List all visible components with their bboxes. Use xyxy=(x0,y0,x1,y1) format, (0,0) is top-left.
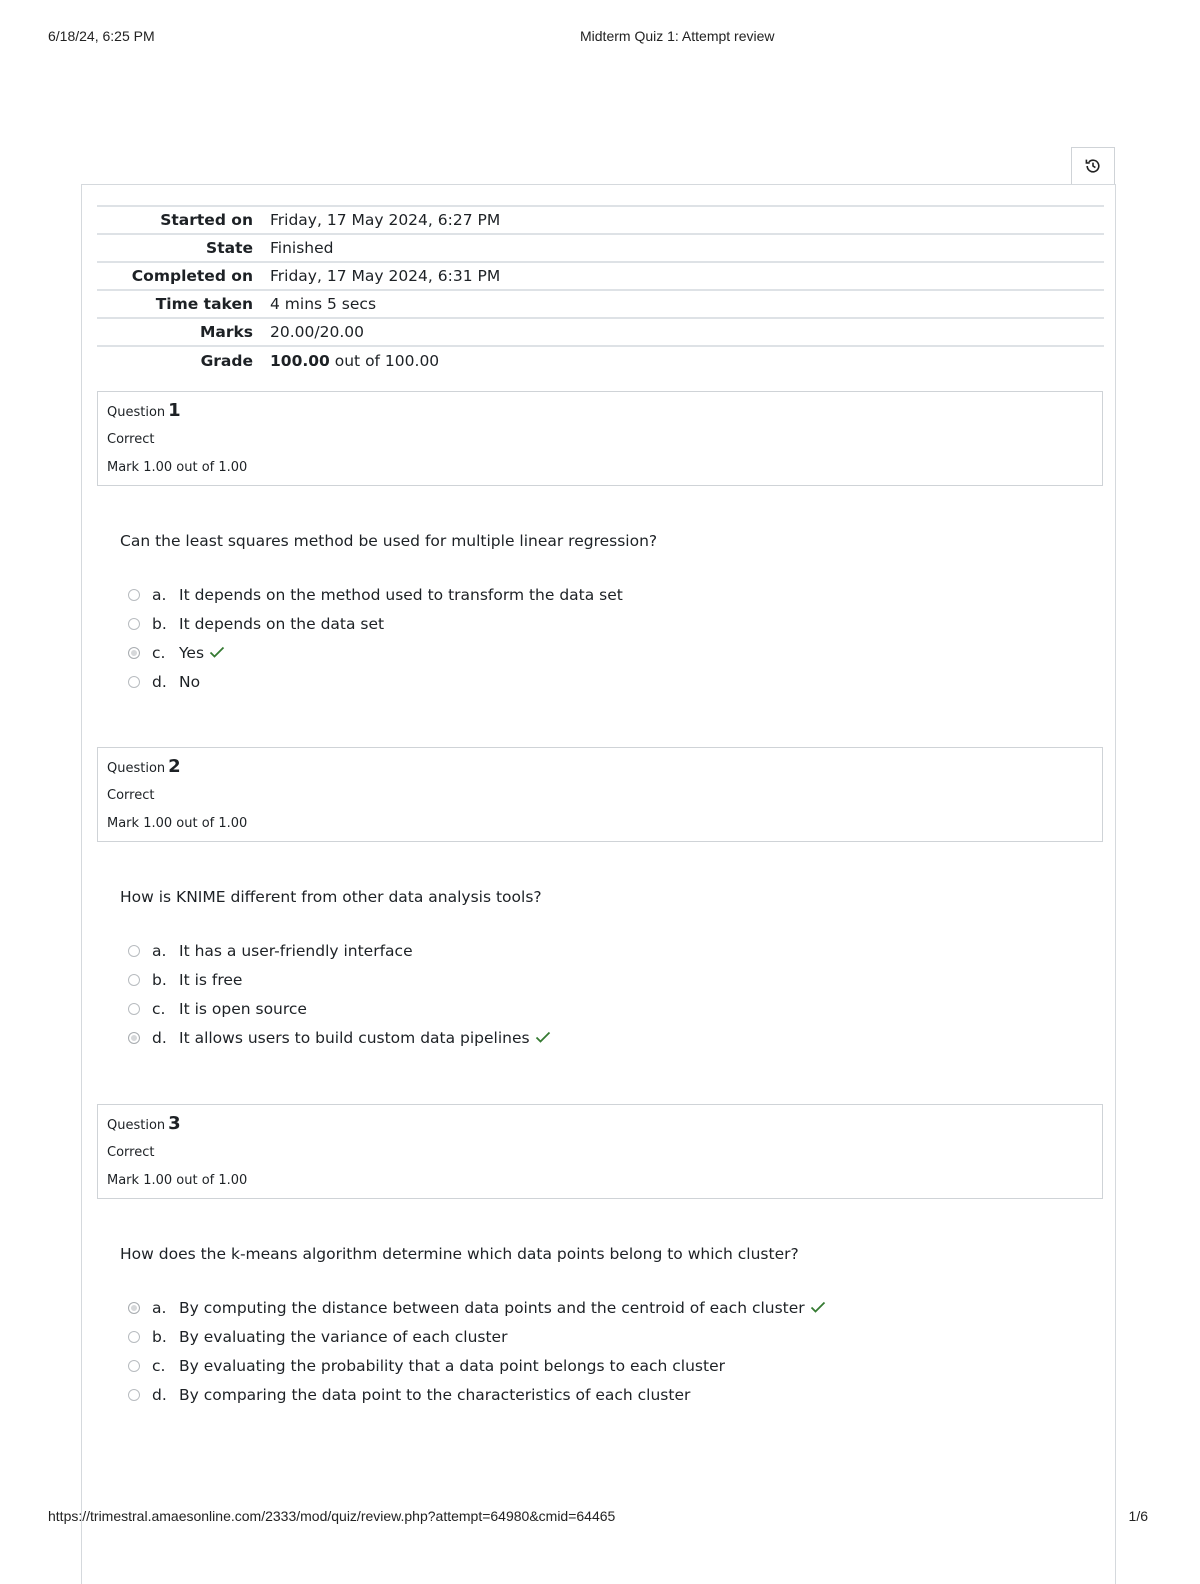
question-state: Correct xyxy=(107,1145,155,1160)
print-page-number: 1/6 xyxy=(1128,1508,1148,1524)
answer-text: It depends on the data set xyxy=(179,615,385,633)
print-footer xyxy=(0,1508,1200,1528)
answer-letter: d. xyxy=(152,1029,167,1047)
summary-row-time xyxy=(97,290,1104,318)
print-page-title: Midterm Quiz 1: Attempt review xyxy=(580,28,775,44)
started-on-label: Started on xyxy=(160,211,253,229)
history-icon xyxy=(1084,157,1102,175)
answer-letter: c. xyxy=(152,1000,166,1018)
question-number xyxy=(107,400,181,421)
question-info xyxy=(97,391,1103,486)
summary-row-completed xyxy=(97,262,1104,290)
question-mark: Mark 1.00 out of 1.00 xyxy=(107,816,248,831)
print-url: https://trimestral.amaesonline.com/2333/mod/quiz/review.php?attempt=64980&cmid=64465 xyxy=(48,1508,616,1524)
summary-row-state xyxy=(97,234,1104,262)
question-mark: Mark 1.00 out of 1.00 xyxy=(107,1173,248,1188)
answer-text: By evaluating the variance of each cluster xyxy=(179,1328,508,1346)
answer-radio[interactable] xyxy=(128,1003,140,1015)
question-num: 2 xyxy=(168,756,181,777)
answer-option[interactable] xyxy=(128,968,242,992)
answer-radio[interactable] xyxy=(128,589,140,601)
answer-option[interactable] xyxy=(128,1296,826,1320)
answer-option[interactable] xyxy=(128,583,623,607)
answer-option[interactable] xyxy=(128,1325,507,1349)
answer-text: By evaluating the probability that a data point belongs to each cluster xyxy=(179,1357,725,1375)
question-mark: Mark 1.00 out of 1.00 xyxy=(107,460,248,475)
question-text: Can the least squares method be used for multiple linear regression? xyxy=(120,532,658,550)
answer-text: No xyxy=(179,673,201,691)
answer-text: It has a user-friendly interface xyxy=(179,942,413,960)
answer-option[interactable] xyxy=(128,641,225,665)
grade-label: Grade xyxy=(200,351,253,370)
correct-check-icon xyxy=(535,1029,551,1047)
answer-letter: c. xyxy=(152,644,166,662)
answer-text: By comparing the data point to the characteristics of each cluster xyxy=(179,1386,691,1404)
marks-label: Marks xyxy=(199,323,253,341)
answer-radio[interactable] xyxy=(128,1389,140,1401)
question-text: How does the k-means algorithm determine which data points belong to which cluster? xyxy=(120,1245,799,1263)
answer-text: By computing the distance between data points and the centroid of each cluster xyxy=(179,1299,805,1317)
answer-letter: a. xyxy=(152,942,167,960)
answer-radio[interactable] xyxy=(128,1302,140,1314)
answer-text: It is free xyxy=(179,971,243,989)
state-label: State xyxy=(206,239,253,257)
answer-letter: c. xyxy=(152,1357,166,1375)
question-num: 3 xyxy=(168,1113,181,1134)
marks-value: 20.00/20.00 xyxy=(270,323,364,341)
history-button[interactable] xyxy=(1071,147,1115,185)
question-number xyxy=(107,756,181,777)
answer-radio[interactable] xyxy=(128,1032,140,1044)
summary-row-marks xyxy=(97,318,1104,346)
question-num: 1 xyxy=(168,400,181,421)
answer-text: It allows users to build custom data pipelines xyxy=(179,1029,530,1047)
grade-value xyxy=(270,346,1104,374)
grade-suffix: out of 100.00 xyxy=(329,351,440,370)
answer-radio[interactable] xyxy=(128,1360,140,1372)
time-taken-label: Time taken xyxy=(155,295,253,313)
question-info xyxy=(97,747,1103,842)
attempt-review-panel xyxy=(81,184,1116,1584)
answer-letter: d. xyxy=(152,1386,167,1404)
answer-letter: b. xyxy=(152,615,167,633)
answer-option[interactable] xyxy=(128,1354,725,1378)
question-state: Correct xyxy=(107,788,155,803)
answer-radio[interactable] xyxy=(128,618,140,630)
answer-radio[interactable] xyxy=(128,676,140,688)
print-date: 6/18/24, 6:25 PM xyxy=(48,28,155,44)
grade-score: 100.00 xyxy=(270,351,330,370)
time-taken-value: 4 mins 5 secs xyxy=(270,295,377,313)
answer-radio[interactable] xyxy=(128,647,140,659)
answer-text: Yes xyxy=(179,644,205,662)
question-label: Question xyxy=(107,761,166,776)
question-text: How is KNIME different from other data analysis tools? xyxy=(120,888,542,906)
answer-radio[interactable] xyxy=(128,974,140,986)
question-label: Question xyxy=(107,405,166,420)
started-on-value: Friday, 17 May 2024, 6:27 PM xyxy=(270,211,501,229)
answer-option[interactable] xyxy=(128,939,413,963)
completed-on-value: Friday, 17 May 2024, 6:31 PM xyxy=(270,267,501,285)
answer-letter: d. xyxy=(152,673,167,691)
summary-row-grade xyxy=(97,346,1104,374)
question-info xyxy=(97,1104,1103,1199)
print-header xyxy=(0,28,1200,48)
correct-check-icon xyxy=(810,1299,826,1317)
answer-letter: a. xyxy=(152,586,167,604)
answer-option[interactable] xyxy=(128,1026,551,1050)
answer-option[interactable] xyxy=(128,1383,690,1407)
answer-letter: b. xyxy=(152,1328,167,1346)
question-number xyxy=(107,1113,181,1134)
question-state: Correct xyxy=(107,432,155,447)
answer-letter: b. xyxy=(152,971,167,989)
answer-option[interactable] xyxy=(128,612,384,636)
answer-option[interactable] xyxy=(128,997,307,1021)
answer-radio[interactable] xyxy=(128,945,140,957)
correct-check-icon xyxy=(209,644,225,662)
answer-option[interactable] xyxy=(128,670,200,694)
summary-row-started xyxy=(97,206,1104,234)
answer-text: It is open source xyxy=(179,1000,307,1018)
answer-radio[interactable] xyxy=(128,1331,140,1343)
answer-letter: a. xyxy=(152,1299,167,1317)
question-label: Question xyxy=(107,1118,166,1133)
completed-on-label: Completed on xyxy=(131,267,253,285)
answer-text: It depends on the method used to transform the data set xyxy=(179,586,623,604)
attempt-summary-table xyxy=(97,205,1104,374)
state-value: Finished xyxy=(270,239,334,257)
